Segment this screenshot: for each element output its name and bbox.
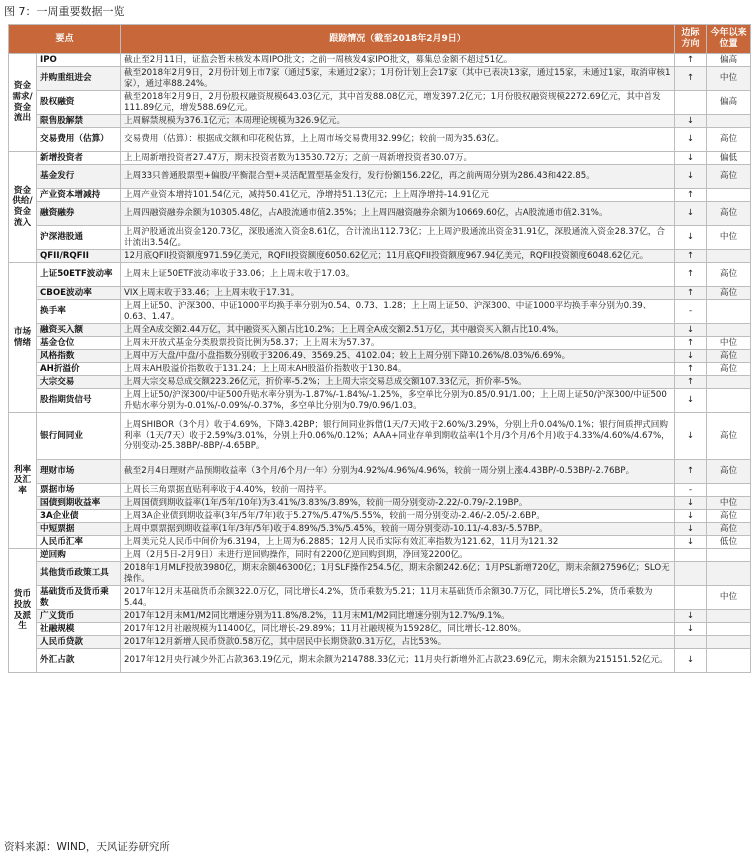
row-position: 偏低 bbox=[707, 152, 751, 165]
row-position bbox=[707, 610, 751, 623]
row-direction: ↑ bbox=[675, 250, 707, 263]
header-key-point: 要点 bbox=[9, 25, 121, 54]
table-row bbox=[9, 300, 751, 324]
row-item-name: 人民币贷款 bbox=[37, 636, 121, 649]
table-row bbox=[9, 67, 751, 91]
row-direction: ↓ bbox=[675, 350, 707, 363]
row-position: 高位 bbox=[707, 413, 751, 460]
row-direction: ↓ bbox=[675, 226, 707, 250]
row-detail-text: 上周解禁规模为376.1亿元；本周理论规模为326.9亿元。 bbox=[121, 115, 675, 128]
row-position: 高位 bbox=[707, 128, 751, 152]
row-detail-text: 上周SHIBOR（3个月）收于4.69%，下降3.42BP；银行间同业拆借(1天/7天)收于2.60%/3.29%，分别上升0.04%/0.1%；银行间质押式回购利率（1天/7天）收于2.59%/3.01%，分别上升0.06%/0.12%；AAA+同业存单到期收益率(1个月/3个月/6个月)收于4.33%/4.60%/4.67%，分别变动-25.38BP/-8BP/-4.65BP。 bbox=[121, 413, 675, 460]
table-row bbox=[9, 610, 751, 623]
row-direction: ↓ bbox=[675, 649, 707, 673]
table-row bbox=[9, 263, 751, 287]
row-direction: ↓ bbox=[675, 610, 707, 623]
row-direction: ↓ bbox=[675, 389, 707, 413]
row-detail-text: 上周上证50/沪深300/中证500升贴水率分别为-1.87%/-1.84%/-1.25%，多空单比分别为0.85/0.91/1.00；上上周上证50/沪深300/中证500升贴水率分别为-0.01%/-0.09%/-0.37%，多空单比分别为0.79/0.96/1.03。 bbox=[121, 389, 675, 413]
table-row bbox=[9, 523, 751, 536]
row-item-name: AH折溢价 bbox=[37, 363, 121, 376]
table-row bbox=[9, 413, 751, 460]
table-header-row bbox=[9, 25, 751, 54]
row-position bbox=[707, 376, 751, 389]
row-detail-text: 上周美元兑人民币中间价为6.3194，上上周为6.2885；12月人民币实际有效汇率指数为121.62，11月为121.32 bbox=[121, 536, 675, 549]
row-detail-text: 2017年12月末M1/M2同比增速分别为11.8%/8.2%，11月末M1/M2同比增速分别为12.7%/9.1%。 bbox=[121, 610, 675, 623]
row-position bbox=[707, 636, 751, 649]
row-direction: ↓ bbox=[675, 324, 707, 337]
weekly-data-table bbox=[8, 24, 751, 673]
row-direction: ↓ bbox=[675, 497, 707, 510]
row-detail-text: 截至2月4日理财产品预期收益率（3个月/6个月/一年）分别为4.92%/4.96%/4.96%，较前一周分别上涨4.43BP/-0.53BP/-2.76BP。 bbox=[121, 460, 675, 484]
row-position bbox=[707, 115, 751, 128]
row-direction: ↓ bbox=[675, 510, 707, 523]
row-item-name: 大宗交易 bbox=[37, 376, 121, 389]
row-item-name: 上证50ETF波动率 bbox=[37, 263, 121, 287]
row-position bbox=[707, 300, 751, 324]
row-direction: ↑ bbox=[675, 67, 707, 91]
row-item-name: 银行间同业 bbox=[37, 413, 121, 460]
row-detail-text: 上周沪股通流出资金120.73亿，深股通流入资金8.61亿，合计流出112.73亿；上上周沪股通流出资金31.91亿，深股通流入资金28.37亿，合计流出3.54亿。 bbox=[121, 226, 675, 250]
row-direction: ↑ bbox=[675, 376, 707, 389]
table-row bbox=[9, 202, 751, 226]
row-item-name: 融资买入额 bbox=[37, 324, 121, 337]
row-item-name: 社融规模 bbox=[37, 623, 121, 636]
row-detail-text: 上周（2月5日-2月9日）未进行逆回购操作，同时有2200亿逆回购到期，净回笼2200亿。 bbox=[121, 549, 675, 562]
row-position: 中位 bbox=[707, 337, 751, 350]
table-row bbox=[9, 287, 751, 300]
table-row bbox=[9, 586, 751, 610]
row-item-name: 其他货币政策工具 bbox=[37, 562, 121, 586]
row-direction: ↓ bbox=[675, 115, 707, 128]
row-detail-text: 上周四融资融券余额为10305.48亿，占A股流通市值2.35%；上上周四融资融券余额为10669.60亿，占A股流通市值2.31%。 bbox=[121, 202, 675, 226]
table-row bbox=[9, 324, 751, 337]
row-direction: - bbox=[675, 484, 707, 497]
row-direction: ↑ bbox=[675, 337, 707, 350]
row-detail-text: 上周33只普通股票型+偏股/平衡混合型+灵活配置型基金发行，发行份额156.22亿，再之前两周分别为286.43和422.85。 bbox=[121, 165, 675, 189]
row-direction bbox=[675, 549, 707, 562]
row-direction: ↓ bbox=[675, 523, 707, 536]
row-item-name: 限售股解禁 bbox=[37, 115, 121, 128]
table-body bbox=[9, 54, 751, 673]
row-direction: ↓ bbox=[675, 202, 707, 226]
row-item-name: 交易费用（估算） bbox=[37, 128, 121, 152]
table-row bbox=[9, 337, 751, 350]
row-position bbox=[707, 549, 751, 562]
row-detail-text: 2018年1月MLF投放3980亿，期末余额46300亿；1月SLF操作254.5亿，期末余额242.6亿；1月PSL新增720亿，期末余额27596亿；SLO无操作。 bbox=[121, 562, 675, 586]
row-item-name: IPO bbox=[37, 54, 121, 67]
table-row bbox=[9, 189, 751, 202]
row-position: 偏高 bbox=[707, 54, 751, 67]
row-item-name: 外汇占款 bbox=[37, 649, 121, 673]
table-row bbox=[9, 623, 751, 636]
row-item-name: 产业资本增减持 bbox=[37, 189, 121, 202]
row-item-name: 基础货币及货币乘数 bbox=[37, 586, 121, 610]
table-row bbox=[9, 484, 751, 497]
row-item-name: 股指期货信号 bbox=[37, 389, 121, 413]
row-detail-text: 上周中万大盘/中盘/小盘指数分别收于3206.49、3569.25、4102.04；较上上周分别下降10.26%/8.03%/6.69%。 bbox=[121, 350, 675, 363]
row-item-name: QFII/RQFII bbox=[37, 250, 121, 263]
table-row bbox=[9, 54, 751, 67]
row-item-name: 风格指数 bbox=[37, 350, 121, 363]
row-item-name: CBOE波动率 bbox=[37, 287, 121, 300]
table-row bbox=[9, 152, 751, 165]
row-position: 高位 bbox=[707, 510, 751, 523]
row-position bbox=[707, 189, 751, 202]
row-item-name: 理财市场 bbox=[37, 460, 121, 484]
row-direction: ↓ bbox=[675, 165, 707, 189]
row-item-name: 国债到期收益率 bbox=[37, 497, 121, 510]
row-position: 中位 bbox=[707, 226, 751, 250]
table-row bbox=[9, 549, 751, 562]
row-item-name: 票据市场 bbox=[37, 484, 121, 497]
row-direction: - bbox=[675, 300, 707, 324]
row-item-name: 并购重组进会 bbox=[37, 67, 121, 91]
row-direction bbox=[675, 562, 707, 586]
row-item-name: 沪深港股通 bbox=[37, 226, 121, 250]
row-detail-text: 上周末上证50ETF波动率收于33.06；上上周末收于17.03。 bbox=[121, 263, 675, 287]
row-direction bbox=[675, 91, 707, 115]
row-detail-text: 2017年12月新增人民币贷款0.58万亿，其中居民中长期贷款0.31万亿，占比53%。 bbox=[121, 636, 675, 649]
row-item-name: 融资融券 bbox=[37, 202, 121, 226]
row-detail-text: 12月底QFII投资额度971.59亿美元，RQFII投资额度6050.62亿元；11月底QFII投资额度967.94亿美元，RQFII投资额度6048.62亿元。 bbox=[121, 250, 675, 263]
row-position: 偏高 bbox=[707, 91, 751, 115]
row-position: 中位 bbox=[707, 497, 751, 510]
row-position: 高位 bbox=[707, 363, 751, 376]
table-row bbox=[9, 389, 751, 413]
table-row bbox=[9, 636, 751, 649]
row-detail-text: 上周国债到期收益率(1年/5年/10年)为3.41%/3.83%/3.89%，较前一周分别变动-2.22/-0.79/-2.19BP。 bbox=[121, 497, 675, 510]
row-detail-text: 上周全A成交额2.44万亿，其中融资买入额占比10.2%；上上周全A成交额2.51万亿，其中融资买入额占比10.4%。 bbox=[121, 324, 675, 337]
row-position: 高位 bbox=[707, 523, 751, 536]
row-position: 低位 bbox=[707, 536, 751, 549]
row-detail-text: 2017年12月央行减少外汇占款363.19亿元，期末余额为214788.33亿元；11月央行新增外汇占款23.69亿元，期末余额为215151.52亿元。 bbox=[121, 649, 675, 673]
header-tracking: 跟踪情况（截至2018年2月9日） bbox=[121, 25, 675, 54]
header-position: 今年以来位置 bbox=[707, 25, 751, 54]
table-row bbox=[9, 363, 751, 376]
category-label: 资金需求/资金流出 bbox=[9, 54, 37, 152]
row-position bbox=[707, 484, 751, 497]
row-detail-text: 截至2018年2月9日，2月份计划上市7家（通过5家，未通过2家）；1月份计划上会17家（其中已表决13家，通过15家，未通过1家，取消审核1家），通过率88.24%。 bbox=[121, 67, 675, 91]
row-position bbox=[707, 389, 751, 413]
table-row bbox=[9, 91, 751, 115]
table-row bbox=[9, 128, 751, 152]
row-item-name: 逆回购 bbox=[37, 549, 121, 562]
row-direction: ↓ bbox=[675, 413, 707, 460]
table-row bbox=[9, 165, 751, 189]
source-note: 资料来源：WIND，天风证券研究所 bbox=[4, 841, 170, 853]
row-direction: ↑ bbox=[675, 363, 707, 376]
row-direction: ↑ bbox=[675, 460, 707, 484]
row-item-name: 基金发行 bbox=[37, 165, 121, 189]
table-row bbox=[9, 562, 751, 586]
row-direction: ↑ bbox=[675, 263, 707, 287]
table-row bbox=[9, 376, 751, 389]
row-direction: ↓ bbox=[675, 128, 707, 152]
table-row bbox=[9, 510, 751, 523]
row-item-name: 人民币汇率 bbox=[37, 536, 121, 549]
row-direction: ↓ bbox=[675, 152, 707, 165]
row-position bbox=[707, 649, 751, 673]
row-detail-text: 2017年12月社融规模为11400亿，同比增长-29.89%；11月社融规模为15928亿，同比增长-12.80%。 bbox=[121, 623, 675, 636]
row-item-name: 3A企业债 bbox=[37, 510, 121, 523]
row-item-name: 换手率 bbox=[37, 300, 121, 324]
table-row bbox=[9, 497, 751, 510]
row-detail-text: VIX上周末收于33.46；上上周末收于17.31。 bbox=[121, 287, 675, 300]
table-row bbox=[9, 250, 751, 263]
row-position bbox=[707, 324, 751, 337]
row-direction bbox=[675, 586, 707, 610]
row-detail-text: 上周长三角票据直贴利率收于4.40%，较前一周持平。 bbox=[121, 484, 675, 497]
row-position: 高位 bbox=[707, 287, 751, 300]
row-item-name: 股权融资 bbox=[37, 91, 121, 115]
row-direction: ↓ bbox=[675, 536, 707, 549]
row-detail-text: 截止至2月11日，证监会暂未核发本周IPO批文；之前一周核发4家IPO批文，募集总金额不超过51亿。 bbox=[121, 54, 675, 67]
row-position: 高位 bbox=[707, 263, 751, 287]
category-label: 货币投放及派生 bbox=[9, 549, 37, 673]
figure-caption: 图 7：一周重要数据一览 bbox=[4, 5, 125, 18]
table-row bbox=[9, 649, 751, 673]
row-position: 高位 bbox=[707, 460, 751, 484]
row-detail-text: 上周中票票据到期收益率(1年/3年/5年)收于4.89%/5.3%/5.45%，较前一周分别变动-10.11/-4.83/-5.57BP。 bbox=[121, 523, 675, 536]
row-detail-text: 上周产业资本增持101.54亿元，减持50.41亿元，净增持51.13亿元；上上周净增持-14.91亿元 bbox=[121, 189, 675, 202]
row-item-name: 新增投资者 bbox=[37, 152, 121, 165]
row-position bbox=[707, 623, 751, 636]
row-direction: ↑ bbox=[675, 287, 707, 300]
header-direction: 边际方向 bbox=[675, 25, 707, 54]
row-detail-text: 上周大宗交易总成交额223.26亿元，折价率-5.2%；上上周大宗交易总成交额107.33亿元，折价率-5%。 bbox=[121, 376, 675, 389]
table-row bbox=[9, 350, 751, 363]
table-row bbox=[9, 460, 751, 484]
row-position bbox=[707, 250, 751, 263]
row-detail-text: 上上周新增投资者27.47万，期末投资者数为13530.72万；之前一周新增投资者30.07万。 bbox=[121, 152, 675, 165]
row-direction: ↑ bbox=[675, 189, 707, 202]
row-item-name: 中短票据 bbox=[37, 523, 121, 536]
row-item-name: 基金仓位 bbox=[37, 337, 121, 350]
row-direction bbox=[675, 636, 707, 649]
row-position: 高位 bbox=[707, 165, 751, 189]
row-position: 高位 bbox=[707, 202, 751, 226]
row-direction: ↑ bbox=[675, 54, 707, 67]
row-detail-text: 截至2018年2月9日，2月份股权融资规模643.03亿元，其中首发88.08亿元，增发397.2亿元；1月份股权融资规模2272.69亿元，其中首发111.89亿元，增发588.69亿元。 bbox=[121, 91, 675, 115]
category-label: 资金供给/资金流入 bbox=[9, 152, 37, 263]
row-item-name: 广义货币 bbox=[37, 610, 121, 623]
row-position: 高位 bbox=[707, 350, 751, 363]
row-detail-text: 上周上证50、沪深300、中证1000平均换手率分别为0.54、0.73、1.28；上上周上证50、沪深300、中证1000平均换手率分别为0.39、0.63、1.47。 bbox=[121, 300, 675, 324]
row-detail-text: 上周末开放式基金分类股票投资比例为58.37；上上周末为57.37。 bbox=[121, 337, 675, 350]
row-direction: ↓ bbox=[675, 623, 707, 636]
row-detail-text: 上周3A企业债到期收益率(3年/5年/7年)收于5.27%/5.47%/5.55%，较前一周分别变动-2.46/-2.05/-2.6BP。 bbox=[121, 510, 675, 523]
table-row bbox=[9, 536, 751, 549]
row-detail-text: 2017年12月末基础货币余额322.0万亿，同比增长4.2%，货币乘数为5.21；11月末基础货币余额30.7万亿，同比增长5.2%，货币乘数为5.44。 bbox=[121, 586, 675, 610]
table-row bbox=[9, 226, 751, 250]
row-position bbox=[707, 562, 751, 586]
row-detail-text: 交易费用（估算）：根据成交额和印花税估算，上上周市场交易费用32.99亿；较前一周为35.63亿。 bbox=[121, 128, 675, 152]
category-label: 利率及汇率 bbox=[9, 413, 37, 549]
table-row bbox=[9, 115, 751, 128]
category-label: 市场情绪 bbox=[9, 263, 37, 413]
row-position: 中位 bbox=[707, 586, 751, 610]
row-detail-text: 上周末AH股溢价指数收于131.24；上上周末AH股溢价指数收于130.84。 bbox=[121, 363, 675, 376]
row-position: 中位 bbox=[707, 67, 751, 91]
